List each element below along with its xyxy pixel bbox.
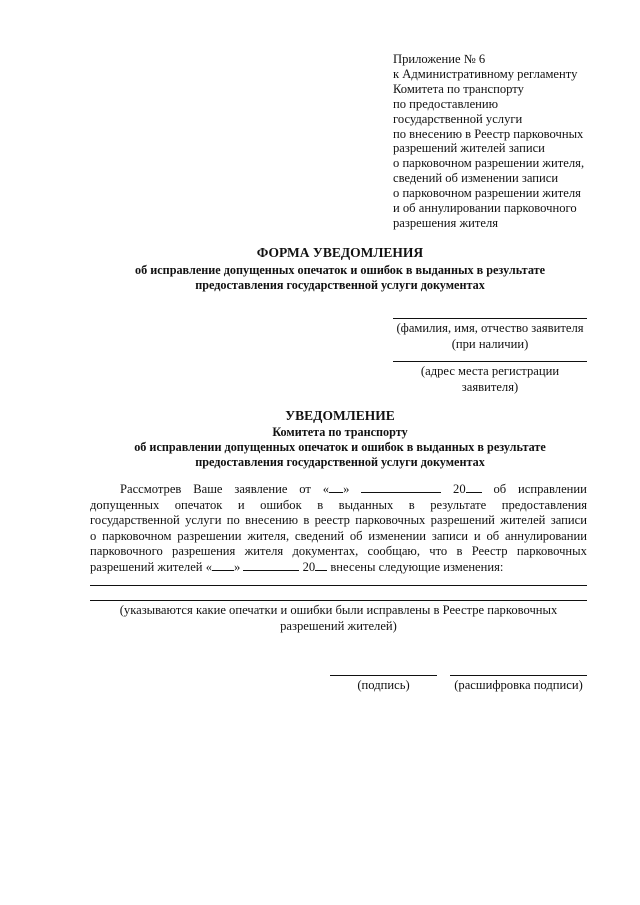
appendix-block: [393, 52, 613, 231]
appendix-line: о парковочном разрешении жителя,: [393, 156, 585, 171]
appendix-line: о парковочном разрешении жителя: [393, 186, 581, 201]
signature-decode-label: (расшифровка подписи): [454, 678, 583, 692]
application-year-field[interactable]: 20: [453, 482, 482, 498]
application-date-field[interactable]: « »: [322, 482, 350, 496]
appendix-line: по внесению в Реестр парковочных: [393, 126, 584, 141]
signature-line[interactable]: [330, 675, 437, 676]
appendix-line: по предоставлению: [393, 96, 499, 111]
entry-day-field[interactable]: [212, 560, 234, 571]
applicant-name-line[interactable]: [393, 318, 587, 319]
body-line: о парковочном разрешении жителя, сведений об изменении записи и об аннулировании: [90, 528, 587, 543]
appendix-line: разрешения жителя: [393, 215, 499, 230]
notice-line1: Комитета по транспорту: [272, 425, 408, 439]
signature-decode-line[interactable]: [450, 675, 587, 676]
signature-label: (подпись): [357, 678, 410, 692]
changes-line-2[interactable]: [90, 600, 587, 601]
appendix-line: и об аннулировании парковочного: [393, 201, 577, 216]
appendix-line: государственной услуги: [393, 111, 523, 126]
notice-body: [90, 482, 587, 576]
applicant-address-line[interactable]: [393, 361, 587, 362]
changes-caption: (указываются какие опечатки и ошибки были исправлены в Реестре парковочных разрешений жителей): [119, 603, 558, 633]
notice-line3: предоставления государственной услуги документах: [195, 455, 485, 469]
appendix-line: к Административному регламенту: [393, 66, 578, 81]
body-line: допущенных опечаток и ошибок в выданных в результате предоставления: [90, 497, 587, 512]
body-line: Рассмотрев Ваше заявление от « » 20 об исправлении: [120, 482, 587, 496]
notice-title: УВЕДОМЛЕНИЕ: [285, 408, 395, 423]
entry-month-field[interactable]: [243, 560, 299, 571]
notice-line2: об исправлении допущенных опечаток и ошибок в выданных в результате: [134, 440, 546, 454]
appendix-line: Приложение № 6: [393, 52, 486, 66]
form-subtitle-line2: предоставления государственной услуги документах: [195, 278, 485, 292]
applicant-name-caption: (фамилия, имя, отчество заявителя (при наличии): [396, 321, 584, 351]
entry-year-field[interactable]: [315, 560, 327, 571]
body-line: разрешений жителей « » 20 внесены следующие изменения:: [90, 559, 504, 574]
body-line: парковочного разрешения жителя документах, сообщаю, что в Реестр парковочных: [90, 544, 587, 559]
form-subtitle-line1: об исправление допущенных опечаток и ошибок в выданных в результате: [135, 263, 545, 277]
application-month-field[interactable]: [361, 482, 441, 493]
appendix-line: Комитета по транспорту: [393, 81, 524, 96]
appendix-line: разрешений жителей записи: [393, 141, 545, 156]
applicant-address-caption: (адрес места регистрации заявителя): [420, 364, 560, 394]
appendix-line: сведений об изменении записи: [393, 171, 559, 186]
changes-line-1[interactable]: [90, 585, 587, 586]
body-line: государственной услуги по внесению в реестр парковочных разрешений жителей записи: [90, 513, 587, 528]
form-title: ФОРМА УВЕДОМЛЕНИЯ: [256, 245, 424, 260]
